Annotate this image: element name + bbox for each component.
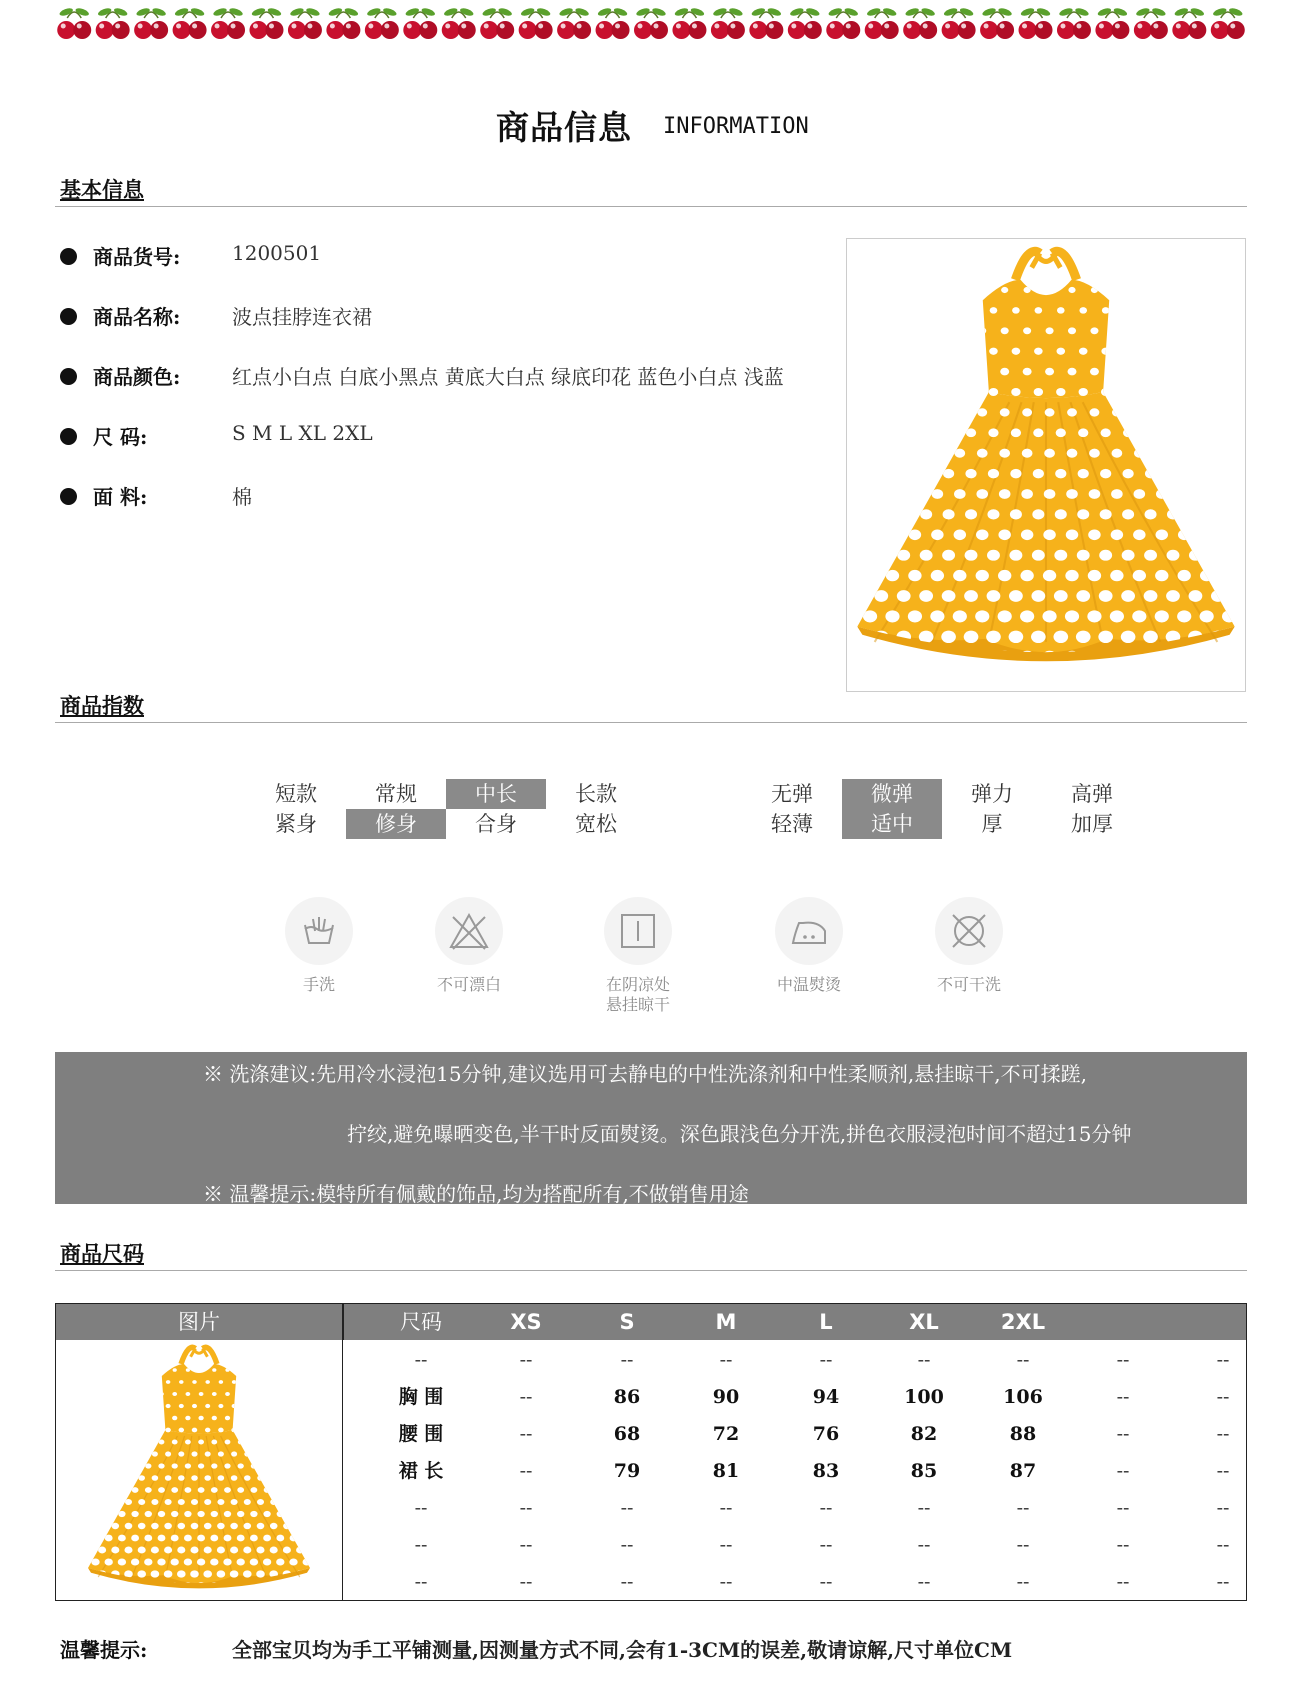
size-cell-1-4: 94 bbox=[812, 1386, 840, 1408]
no-dry-clean-icon bbox=[935, 897, 1003, 965]
size-header-0: 图片 bbox=[178, 1310, 220, 1334]
size-cell-4-4: -- bbox=[819, 1497, 833, 1519]
info-row bbox=[60, 481, 850, 511]
wash-line-1: ※ 洗涤建议:先用冷水浸泡15分钟,建议选用可去静电的中性洗涤剂和中性柔顺剂,悬挂晾干,不可揉蹉, bbox=[203, 1062, 1087, 1086]
size-header-5: L bbox=[819, 1310, 833, 1334]
size-cell-0-8: -- bbox=[1216, 1349, 1230, 1371]
size-cell-6-5: -- bbox=[917, 1571, 931, 1593]
care-item bbox=[563, 897, 713, 1015]
size-cell-1-1: -- bbox=[519, 1386, 533, 1408]
info-row bbox=[60, 241, 850, 271]
care-label: 不可干洗 bbox=[936, 975, 1001, 994]
size-cell-3-1: -- bbox=[519, 1460, 533, 1482]
index-index_right-0-1: 微弹 bbox=[842, 779, 942, 809]
size-cell-5-7: -- bbox=[1116, 1534, 1130, 1556]
size-cell-6-8: -- bbox=[1216, 1571, 1230, 1593]
info-value: S M L XL 2XL bbox=[232, 421, 373, 445]
index-index_left-0-0: 短款 bbox=[275, 782, 317, 806]
size-cell-0-6: -- bbox=[1016, 1349, 1030, 1371]
size-cell-5-5: -- bbox=[917, 1534, 931, 1556]
info-label: 商品颜色: bbox=[93, 365, 181, 389]
size-cell-2-6: 88 bbox=[1009, 1423, 1037, 1445]
size-table-header bbox=[56, 1304, 1246, 1340]
size-header-3: S bbox=[619, 1310, 635, 1334]
size-cell-5-3: -- bbox=[719, 1534, 733, 1556]
info-label: 商品名称: bbox=[93, 305, 181, 329]
no-bleach-icon bbox=[435, 897, 503, 965]
product-photo bbox=[846, 238, 1246, 692]
size-cell-4-6: -- bbox=[1016, 1497, 1030, 1519]
care-item bbox=[734, 897, 884, 995]
index-index_left-1-0: 紧身 bbox=[275, 812, 317, 836]
size-cell-6-0: -- bbox=[414, 1571, 428, 1593]
info-row bbox=[60, 301, 850, 331]
info-value: 红点小白点 白底小黑点 黄底大白点 绿底印花 蓝色小白点 浅蓝 bbox=[232, 365, 784, 389]
wash-instructions bbox=[55, 1052, 1247, 1204]
size-cell-1-8: -- bbox=[1216, 1386, 1230, 1408]
size-cell-3-3: 81 bbox=[712, 1460, 740, 1482]
size-cell-4-1: -- bbox=[519, 1497, 533, 1519]
size-cell-4-8: -- bbox=[1216, 1497, 1230, 1519]
index-index_right-1-2: 厚 bbox=[981, 812, 1003, 836]
page-title: 商品信息 bbox=[496, 108, 632, 147]
page-title-en: INFORMATION bbox=[663, 114, 809, 139]
size-cell-4-2: -- bbox=[620, 1497, 634, 1519]
size-cell-0-1: -- bbox=[519, 1349, 533, 1371]
index-index_left-0-3: 长款 bbox=[575, 782, 617, 806]
size-cell-2-5: 82 bbox=[910, 1423, 938, 1445]
bullet-dot bbox=[60, 488, 77, 505]
index-index_left-0-1: 常规 bbox=[375, 782, 417, 806]
size-header-7: 2XL bbox=[1000, 1310, 1046, 1334]
bullet-dot bbox=[60, 248, 77, 265]
section-product-index: 商品指数 bbox=[55, 692, 1247, 723]
size-table bbox=[55, 1303, 1247, 1601]
size-cell-0-5: -- bbox=[917, 1349, 931, 1371]
size-cell-2-2: 68 bbox=[613, 1423, 641, 1445]
size-cell-5-0: -- bbox=[414, 1534, 428, 1556]
dress-thumbnail bbox=[56, 1340, 342, 1600]
index-index_right-0-0: 无弹 bbox=[771, 782, 813, 806]
size-cell-3-5: 85 bbox=[910, 1460, 938, 1482]
size-cell-2-1: -- bbox=[519, 1423, 533, 1445]
info-row bbox=[60, 361, 850, 391]
index-index_left-1-1: 修身 bbox=[346, 809, 446, 839]
care-label: 在阴凉处 悬挂晾干 bbox=[605, 975, 670, 1014]
size-cell-2-3: 72 bbox=[712, 1423, 740, 1445]
index-index_right-1-3: 加厚 bbox=[1071, 812, 1113, 836]
index-index_right-0-2: 弹力 bbox=[971, 782, 1013, 806]
size-cell-5-8: -- bbox=[1216, 1534, 1230, 1556]
size-cell-6-7: -- bbox=[1116, 1571, 1130, 1593]
wash-line-2: 拧绞,避免曝晒变色,半干时反面熨烫。深色跟浅色分开洗,拼色衣服浸泡时间不超过15分钟 bbox=[347, 1122, 1132, 1146]
info-value: 棉 bbox=[232, 485, 252, 509]
size-cell-5-2: -- bbox=[620, 1534, 634, 1556]
index-index_right-0-3: 高弹 bbox=[1071, 782, 1113, 806]
size-cell-6-4: -- bbox=[819, 1571, 833, 1593]
shade-dry-icon bbox=[604, 897, 672, 965]
size-cell-2-8: -- bbox=[1216, 1423, 1230, 1445]
info-label: 面 料: bbox=[93, 485, 148, 509]
size-cell-5-6: -- bbox=[1016, 1534, 1030, 1556]
size-cell-0-0: -- bbox=[414, 1349, 428, 1371]
size-cell-2-4: 76 bbox=[812, 1423, 840, 1445]
size-cell-6-1: -- bbox=[519, 1571, 533, 1593]
size-cell-3-4: 83 bbox=[812, 1460, 840, 1482]
header-divider bbox=[342, 1304, 344, 1340]
size-cell-3-2: 79 bbox=[613, 1460, 641, 1482]
care-item bbox=[894, 897, 1044, 995]
size-cell-6-3: -- bbox=[719, 1571, 733, 1593]
note-label: 温馨提示: bbox=[60, 1638, 148, 1662]
size-cell-1-5: 100 bbox=[904, 1386, 944, 1408]
size-header-9 bbox=[1193, 1304, 1253, 1340]
size-cell-1-0: 胸 围 bbox=[398, 1386, 444, 1408]
care-label: 中温熨烫 bbox=[776, 975, 841, 994]
bullet-dot bbox=[60, 368, 77, 385]
info-value: 波点挂脖连衣裙 bbox=[232, 305, 372, 329]
size-cell-5-1: -- bbox=[519, 1534, 533, 1556]
size-cell-6-6: -- bbox=[1016, 1571, 1030, 1593]
size-cell-4-5: -- bbox=[917, 1497, 931, 1519]
info-row bbox=[60, 421, 850, 451]
index-index_left-1-2: 合身 bbox=[475, 812, 517, 836]
size-cell-0-3: -- bbox=[719, 1349, 733, 1371]
size-cell-0-2: -- bbox=[620, 1349, 634, 1371]
size-cell-2-7: -- bbox=[1116, 1423, 1130, 1445]
iron-medium-icon bbox=[775, 897, 843, 965]
care-item bbox=[244, 897, 394, 995]
section-size: 商品尺码 bbox=[55, 1240, 1247, 1271]
size-cell-6-2: -- bbox=[620, 1571, 634, 1593]
size-header-1: 尺码 bbox=[400, 1310, 442, 1334]
index-index_right-1-0: 轻薄 bbox=[771, 812, 813, 836]
size-cell-2-0: 腰 围 bbox=[398, 1423, 444, 1445]
wash-line-3: ※ 温馨提示:模特所有佩戴的饰品,均为搭配所有,不做销售用途 bbox=[203, 1182, 749, 1206]
size-cell-3-6: 87 bbox=[1009, 1460, 1037, 1482]
size-table-image-cell bbox=[56, 1340, 343, 1600]
dress-image bbox=[847, 239, 1245, 691]
hand-wash-icon bbox=[285, 897, 353, 965]
size-cell-3-7: -- bbox=[1116, 1460, 1130, 1482]
section-basic-info: 基本信息 bbox=[55, 176, 1247, 207]
note-text: 全部宝贝均为手工平铺测量,因测量方式不同,会有1-3CM的误差,敬请谅解,尺寸单位CM bbox=[232, 1638, 1013, 1662]
info-label: 商品货号: bbox=[93, 245, 181, 269]
care-label: 不可漂白 bbox=[436, 975, 501, 994]
care-item bbox=[394, 897, 544, 995]
size-header-8 bbox=[1093, 1304, 1153, 1340]
size-header-4: M bbox=[715, 1310, 737, 1334]
bullet-dot bbox=[60, 308, 77, 325]
size-header-2: XS bbox=[510, 1310, 542, 1334]
cherry-border bbox=[55, 6, 1247, 42]
index-index_right-1-1: 适中 bbox=[842, 809, 942, 839]
size-header-6: XL bbox=[909, 1310, 939, 1334]
size-cell-3-0: 裙 长 bbox=[398, 1460, 444, 1482]
size-cell-3-8: -- bbox=[1216, 1460, 1230, 1482]
bullet-dot bbox=[60, 428, 77, 445]
size-cell-1-3: 90 bbox=[712, 1386, 740, 1408]
size-cell-0-7: -- bbox=[1116, 1349, 1130, 1371]
info-value: 1200501 bbox=[232, 241, 322, 265]
size-cell-1-2: 86 bbox=[613, 1386, 641, 1408]
size-cell-4-3: -- bbox=[719, 1497, 733, 1519]
size-cell-1-6: 106 bbox=[1003, 1386, 1043, 1408]
info-label: 尺 码: bbox=[93, 425, 148, 449]
size-cell-4-0: -- bbox=[414, 1497, 428, 1519]
size-cell-4-7: -- bbox=[1116, 1497, 1130, 1519]
index-index_left-1-3: 宽松 bbox=[575, 812, 617, 836]
size-cell-1-7: -- bbox=[1116, 1386, 1130, 1408]
size-cell-5-4: -- bbox=[819, 1534, 833, 1556]
care-label: 手洗 bbox=[302, 975, 335, 994]
size-cell-0-4: -- bbox=[819, 1349, 833, 1371]
index-index_left-0-2: 中长 bbox=[446, 779, 546, 809]
